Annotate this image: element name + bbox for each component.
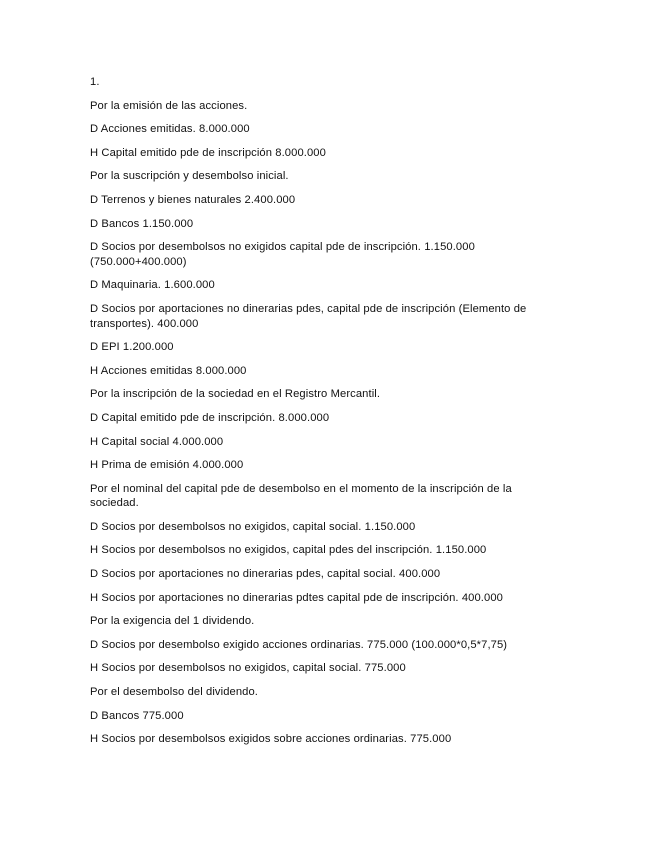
entry-heading: Por la exigencia del 1 dividendo. bbox=[90, 615, 255, 628]
credit-line: H Prima de emisión 4.000.000 bbox=[90, 459, 244, 472]
credit-line: H Socios por desembolsos no exigidos, capital social. 775.000 bbox=[90, 662, 406, 675]
debit-line: D Socios por aportaciones no dinerarias pdes, capital social. 400.000 bbox=[90, 568, 441, 581]
entry-heading: Por el desembolso del dividendo. bbox=[90, 686, 259, 699]
credit-line: H Socios por aportaciones no dinerarias pdtes capital pde de inscripción. 400.000 bbox=[90, 591, 503, 604]
entry-heading: Por la emisión de las acciones. bbox=[90, 99, 248, 112]
credit-line: H Capital emitido pde de inscripción 8.000.000 bbox=[90, 146, 326, 159]
debit-line: D Socios por desembolsos no exigidos, capital social. 1.150.000 bbox=[90, 520, 416, 533]
credit-line: H Socios por desembolsos no exigidos, capital pdes del inscripción. 1.150.000 bbox=[90, 544, 487, 557]
credit-line: H Socios por desembolsos exigidos sobre acciones ordinarias. 775.000 bbox=[90, 733, 452, 746]
entry-heading: Por el nominal del capital pde de desembolso en el momento de la inscripción de la sociedad. bbox=[90, 482, 512, 510]
debit-line: D Socios por aportaciones no dinerarias pdes, capital pde de inscripción (Elemento de transportes). 400.000 bbox=[90, 302, 527, 330]
entry-heading: Por la suscripción y desembolso inicial. bbox=[90, 170, 289, 183]
credit-line: H Acciones emitidas 8.000.000 bbox=[90, 364, 247, 377]
debit-line: D Maquinaria. 1.600.000 bbox=[90, 279, 215, 292]
debit-line: D Acciones emitidas. 8.000.000 bbox=[90, 123, 250, 136]
document-page bbox=[90, 75, 560, 756]
entry-heading: Por la inscripción de la sociedad en el Registro Mercantil. bbox=[90, 388, 381, 401]
debit-line: D Terrenos y bienes naturales 2.400.000 bbox=[90, 193, 296, 206]
debit-line: D Socios por desembolsos no exigidos capital pde de inscripción. 1.150.000 (750.000+400.000) bbox=[90, 241, 475, 268]
exercise-number: 1. bbox=[90, 76, 100, 88]
debit-line: D Bancos 1.150.000 bbox=[90, 217, 194, 230]
credit-line: H Capital social 4.000.000 bbox=[90, 435, 224, 448]
debit-line: D Capital emitido pde de inscripción. 8.000.000 bbox=[90, 411, 330, 424]
debit-line: D Socios por desembolso exigido acciones ordinarias. 775.000 (100.000*0,5*7,75) bbox=[90, 638, 508, 651]
debit-line: D Bancos 775.000 bbox=[90, 709, 184, 722]
debit-line: D EPI 1.200.000 bbox=[90, 341, 174, 354]
